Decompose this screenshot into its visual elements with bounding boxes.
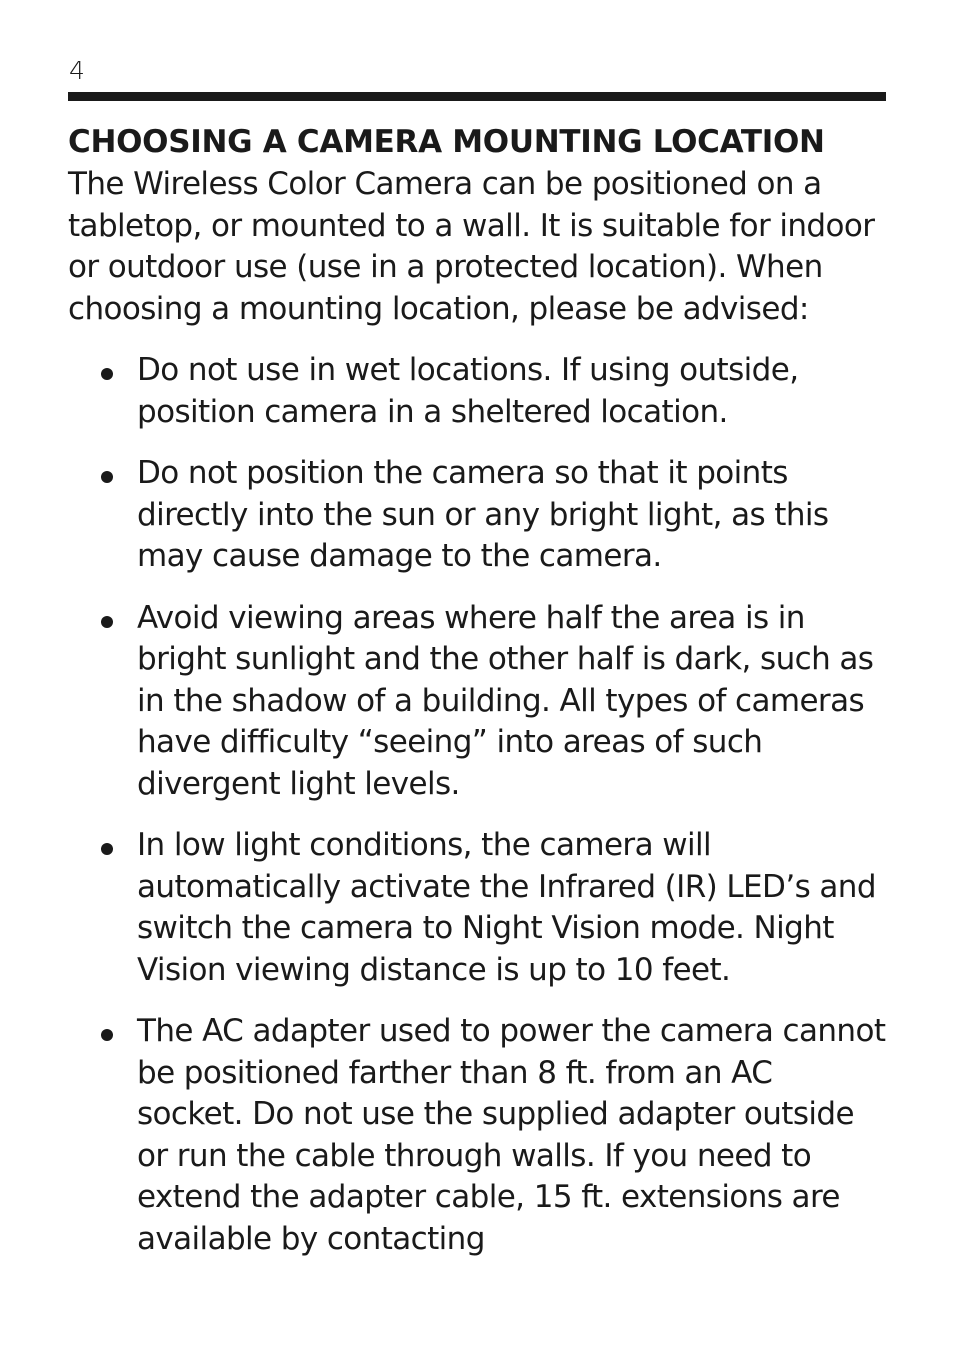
bullet-text: The AC adapter used to power the camera cannot be positioned farther than 8 ft. from an AC socket. Do not use the supplied adapter outside or run the cable through walls. If you need to extend the adapter cable, 15 ft. extensions are available by contacting: [137, 1013, 886, 1257]
bullet-text: Avoid viewing areas where half the area is in bright sunlight and the other half is dark, such as in the shadow of a building. All types of cameras have difficulty “seeing” into areas of such divergent light levels.: [137, 599, 874, 802]
bullet-icon: [101, 1029, 113, 1041]
header-rule: [68, 92, 886, 101]
bullet-icon: [101, 616, 113, 628]
intro-paragraph: The Wireless Color Camera can be positioned on a tabletop, or mounted to a wall. It is suitable for indoor or outdoor use (use in a protected location). When choosing a mounting location, please be advised:: [68, 166, 875, 327]
bullet-icon: [101, 471, 113, 483]
bullet-text: Do not position the camera so that it points directly into the sun or any bright light, as this may cause damage to the camera.: [137, 455, 829, 574]
bullet-item: [68, 350, 886, 433]
bullet-text: Do not use in wet locations. If using outside, position camera in a sheltered location.: [137, 352, 799, 430]
bullet-icon: [101, 368, 113, 380]
bullet-icon: [101, 843, 113, 855]
bullet-text: In low light conditions, the camera will automatically activate the Infrared (IR) LED’s and switch the camera to Night Vision mode. Night Vision viewing distance is up to 10 feet.: [137, 827, 876, 988]
page-number: 4: [69, 56, 85, 85]
bullet-item: [68, 453, 886, 578]
bullet-list: [68, 350, 886, 1260]
section-heading: CHOOSING A CAMERA MOUNTING LOCATION: [68, 124, 825, 160]
bullet-item: [68, 825, 886, 991]
bullet-item: [68, 1011, 886, 1260]
section-content: [68, 120, 886, 1280]
bullet-item: [68, 598, 886, 806]
